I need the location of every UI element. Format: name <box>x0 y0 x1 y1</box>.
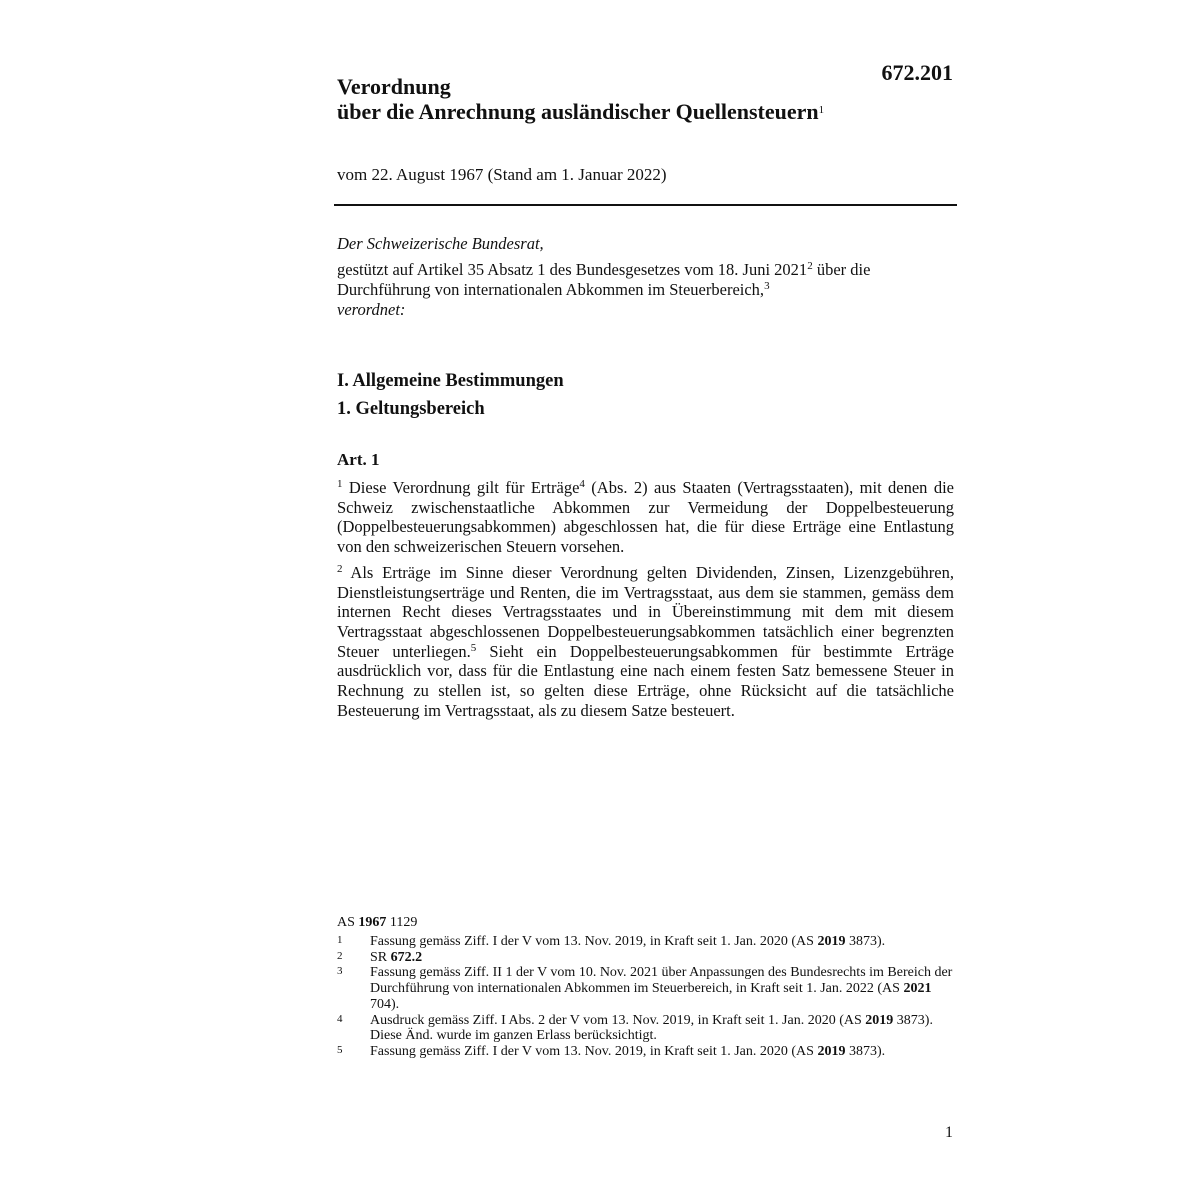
subsection-heading: 1. Geltungsbereich <box>337 399 485 419</box>
footnote <box>337 950 954 966</box>
paragraph-number: 2 <box>337 562 343 575</box>
footnote-ref[interactable]: 1 <box>818 104 825 116</box>
as-reference: AS 1967 1129 <box>337 915 418 930</box>
sr-number: 672.201 <box>881 60 953 85</box>
title-line-1: Verordnung <box>337 74 451 99</box>
title-line-2: über die Anrechnung ausländischer Quellensteuern$^1$ <box>337 99 825 124</box>
divider <box>334 204 957 206</box>
preamble <box>337 234 954 320</box>
footnote-number: 4 <box>337 1012 343 1025</box>
issuer: Der Schweizerische Bundesrat, <box>337 234 544 253</box>
footnote <box>337 1044 954 1060</box>
paragraph-1: $^1$ Diese Verordnung gilt für Erträge$^4$ (Abs. 2) aus Staaten (Vertragsstaaten), mit denen die Schweiz zwischenstaatliche Abkommen zur Vermeidung der Doppelbesteuerung (Doppelbesteuerungsabkommen) abgeschlossen hat, die für diese Erträge eine Entlastung von den schweizerischen Steuern vorsehen. <box>337 478 954 557</box>
footnote <box>337 934 954 950</box>
footnote-ref[interactable]: 4 <box>579 478 585 490</box>
footnote-text: Fassung gemäss Ziff. II 1 der V vom 10. Nov. 2021 über Anpassungen des Bundesrechts im Bereich der Durchführung von internationalen Abkommen im Steuerbereich, in Kraft seit 1. Jan. 2022 (AS 2021 704). <box>370 965 953 1012</box>
date-line: vom 22. August 1967 (Stand am 1. Januar 2022) <box>337 165 667 184</box>
article-title: Art. 1 <box>337 450 380 469</box>
footnote-number: 5 <box>337 1043 343 1056</box>
footnote <box>337 965 954 1012</box>
section-heading: I. Allgemeine Bestimmungen <box>337 371 564 391</box>
footnote-text: Ausdruck gemäss Ziff. I Abs. 2 der V vom 13. Nov. 2019, in Kraft seit 1. Jan. 2020 (AS 2019 3873). Diese Änd. wurde im ganzen Erlass berücksichtigt. <box>370 1012 933 1044</box>
paragraph-2: $^2$ Als Erträge im Sinne dieser Verordnung gelten Dividenden, Zinsen, Lizenzgebühren, Dienstleistungserträge und Renten, die im Vertragsstaat, aus dem sie stammen, gemäss dem internen Recht dieses Vertragsstaates und in Übereinstimmung mit dem mit diesem Vertragsstaat abgeschlossenen Doppelbesteuerungsabkommen tatsächlich einer begrenzten Steuer unterliegen.$^5$ Sieht ein Doppelbesteuerungsabkommen für bestimmte Erträge ausdrücklich vor, dass für die Entlastung eine nach einem festen Satz bemessene Steuer in Rechnung zu stellen ist, so gelten diese Erträge, ohne Rücksicht auf die tatsächliche Besteuerung im Vertragsstaat, als zu diesem Satze besteuert. <box>337 562 955 720</box>
footnote <box>337 1013 954 1044</box>
document-title <box>337 74 937 124</box>
footnote-number: 1 <box>337 934 343 946</box>
footnote-ref[interactable]: 5 <box>470 641 477 654</box>
footnote-number: 3 <box>337 965 343 978</box>
decree: verordnet: <box>337 300 406 319</box>
footnote-ref[interactable]: 2 <box>807 260 813 272</box>
footnote-text: SR 672.2 <box>370 949 423 965</box>
footnote-number: 2 <box>337 949 343 962</box>
footnote-ref[interactable]: 3 <box>764 280 770 292</box>
paragraph-number: 1 <box>337 478 343 490</box>
article-body <box>337 478 954 726</box>
page-number: 1 <box>945 1124 953 1141</box>
footnotes <box>337 934 954 1060</box>
legal-basis: gestützt auf Artikel 35 Absatz 1 des Bundesgesetzes vom 18. Juni 2021$^2$ über die Durchführung von internationalen Abkommen im Steuerbereich,$^3$ <box>337 260 871 299</box>
footnote-text: Fassung gemäss Ziff. I der V vom 13. Nov. 2019, in Kraft seit 1. Jan. 2020 (AS 2019 3873). <box>370 934 886 949</box>
footnote-text: Fassung gemäss Ziff. I der V vom 13. Nov. 2019, in Kraft seit 1. Jan. 2020 (AS 2019 3873). <box>370 1043 886 1059</box>
